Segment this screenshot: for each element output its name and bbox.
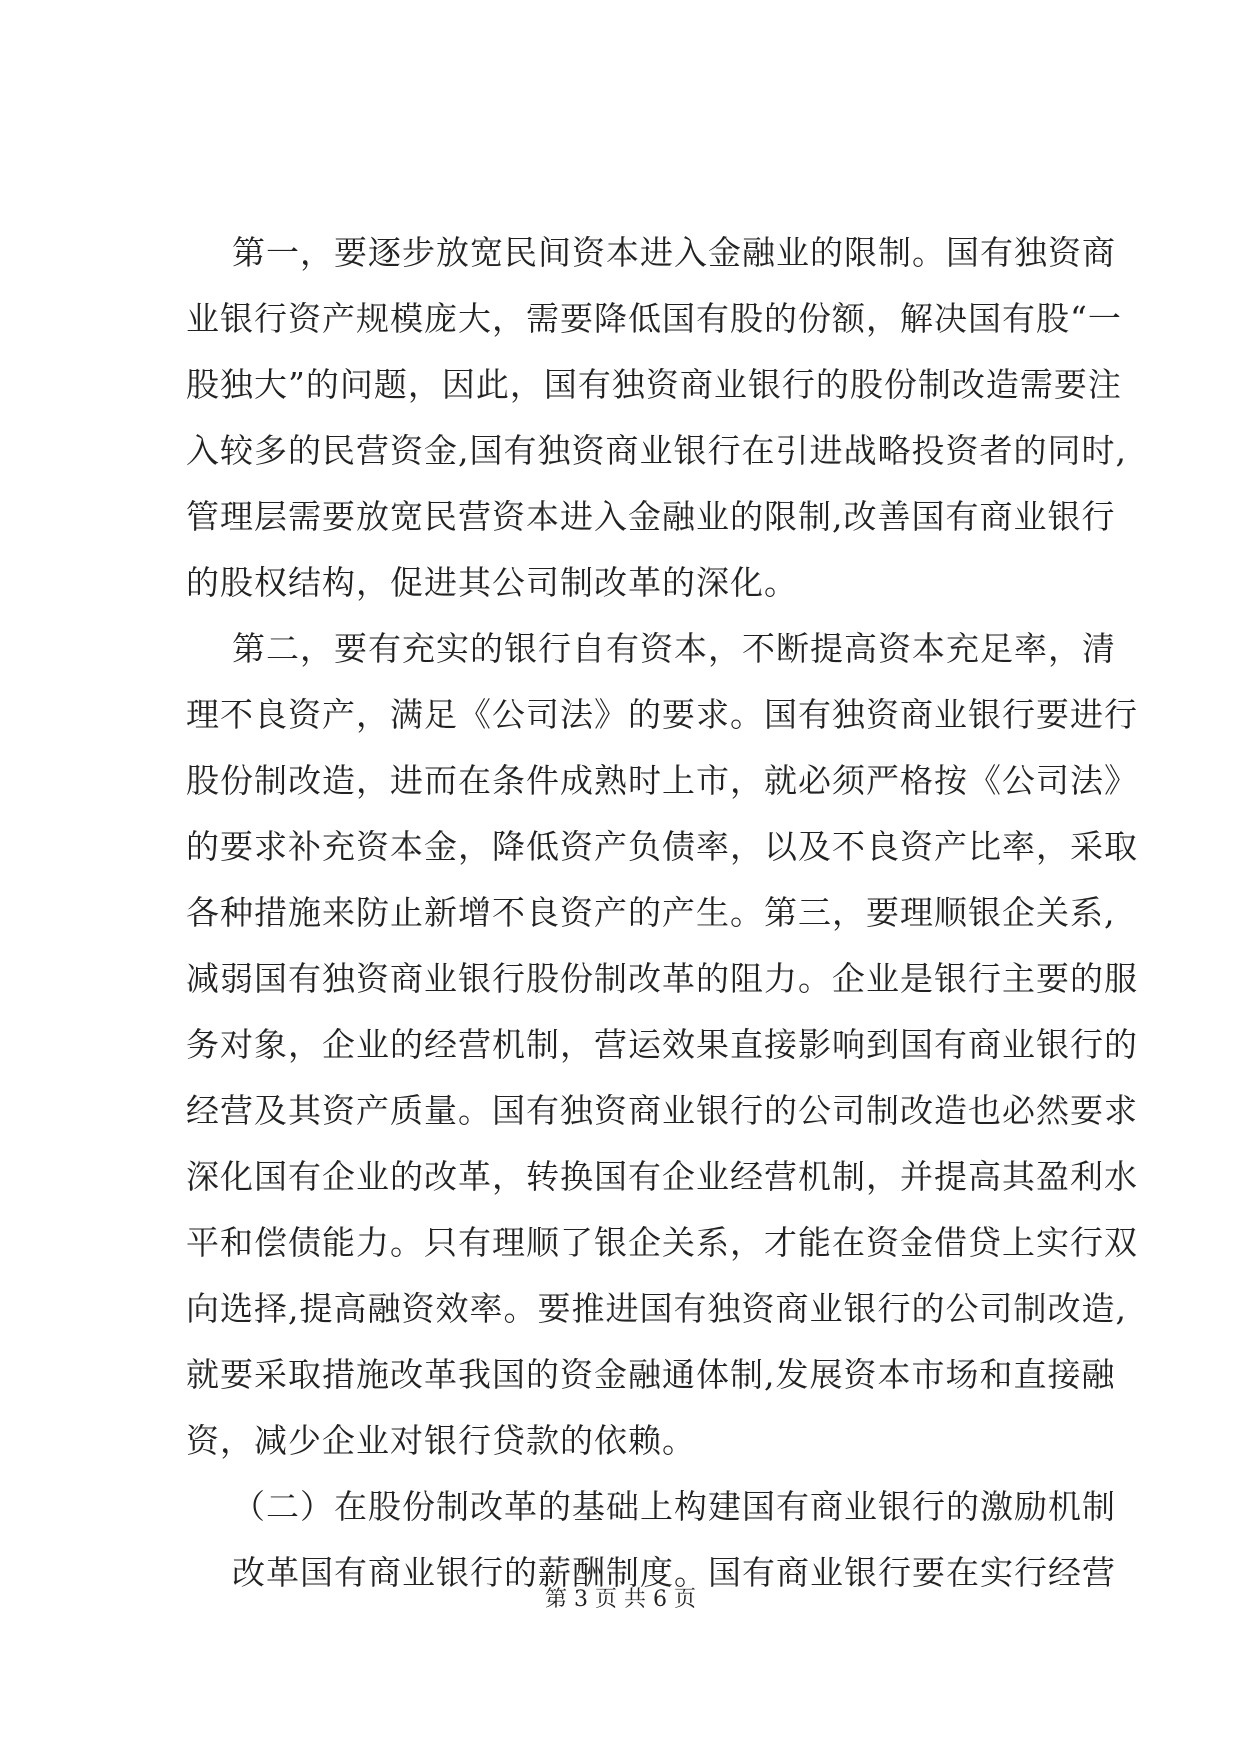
paragraph-line: 资，减少企业对银行贷款的依赖。: [186, 1421, 696, 1460]
paragraph-line: 平和偿债能力。只有理顺了银企关系，才能在资金借贷上实行双: [186, 1223, 1138, 1262]
page-footer: 第 3 页 共 6 页: [545, 1587, 696, 1612]
paragraph-line: 各种措施来防止新增不良资产的产生。第三，要理顺银企关系,: [186, 893, 1116, 932]
paragraph-line: 入较多的民营资金,国有独资商业银行在引进战略投资者的同时,: [186, 431, 1127, 470]
paragraph-line: 股独大”的问题，因此，国有独资商业银行的股份制改造需要注: [186, 365, 1122, 404]
paragraph-line: 股份制改造，进而在条件成熟时上市，就必须严格按《公司法》: [186, 761, 1138, 800]
paragraph-line: 经营及其资产质量。国有独资商业银行的公司制改造也必然要求: [186, 1091, 1138, 1130]
paragraph-line: 向选择,提高融资效率。要推进国有独资商业银行的公司制改造,: [186, 1289, 1127, 1328]
paragraph-line: 第一，要逐步放宽民间资本进入金融业的限制。国有独资商: [232, 233, 1116, 272]
paragraph-line: 就要采取措施改革我国的资金融通体制,发展资本市场和直接融: [186, 1355, 1116, 1394]
paragraph-line: 务对象，企业的经营机制，营运效果直接影响到国有商业银行的: [186, 1025, 1138, 1064]
section-heading: （二）在股份制改革的基础上构建国有商业银行的激励机制: [232, 1487, 1116, 1526]
paragraph-line: 理不良资产，满足《公司法》的要求。国有独资商业银行要进行: [186, 695, 1138, 734]
paragraph-line: 减弱国有独资商业银行股份制改革的阻力。企业是银行主要的服: [186, 959, 1138, 998]
paragraph-line: 业银行资产规模庞大，需要降低国有股的份额，解决国有股“一: [186, 299, 1122, 338]
paragraph-line: 深化国有企业的改革，转换国有企业经营机制，并提高其盈利水: [186, 1157, 1138, 1196]
document-body: [186, 220, 1138, 1606]
paragraph-line: 的要求补充资本金，降低资产负债率，以及不良资产比率，采取: [186, 827, 1138, 866]
paragraph-line: 第二，要有充实的银行自有资本，不断提高资本充足率，清: [232, 629, 1116, 668]
paragraph-line: 的股权结构，促进其公司制改革的深化。: [186, 563, 798, 602]
paragraph-line: 管理层需要放宽民营资本进入金融业的限制,改善国有商业银行: [186, 497, 1116, 536]
paragraph-line: 改革国有商业银行的薪酬制度。国有商业银行要在实行经营: [232, 1553, 1116, 1592]
